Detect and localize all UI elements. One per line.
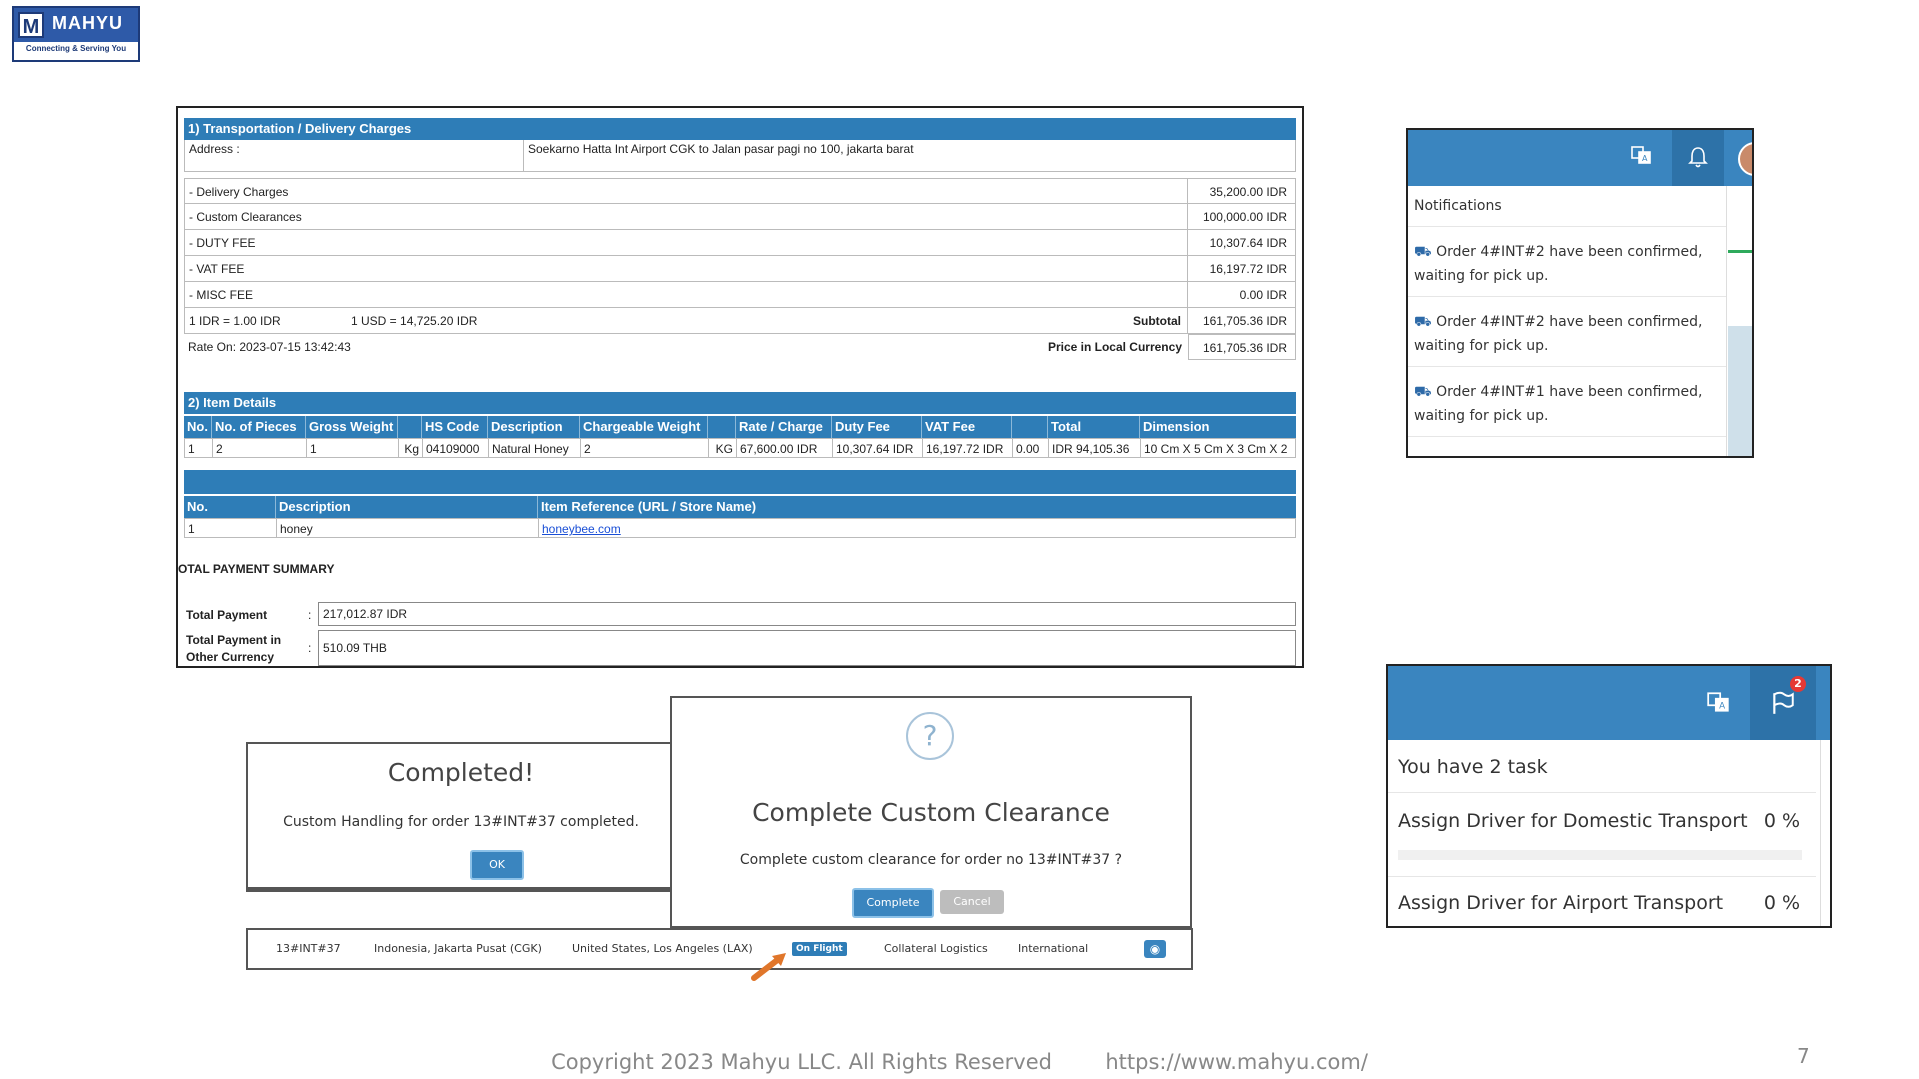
bell-button[interactable] — [1672, 130, 1724, 186]
colon: : — [308, 608, 312, 622]
notification-text: Order 4#INT#2 have been confirmed, — [1436, 314, 1703, 330]
local-price-label: Price in Local Currency — [1047, 340, 1182, 354]
confirm-dialog — [670, 696, 1192, 928]
order-number: 13#INT#37 — [276, 942, 341, 955]
divider — [1408, 366, 1726, 367]
col-header: HS Code — [422, 416, 488, 438]
dialog-message: Custom Handling for order 13#INT#37 completed. — [283, 814, 639, 830]
svg-text:A: A — [1642, 154, 1648, 163]
eye-icon[interactable]: ◉ — [1144, 940, 1166, 958]
address-value: Soekarno Hatta Int Airport CGK to Jalan pasar pagi no 100, jakarta barat — [523, 140, 1297, 171]
divider — [1408, 436, 1726, 437]
item-cell: 0.00 — [1013, 439, 1049, 457]
charge-row — [184, 204, 1296, 230]
dialog-title: Complete Custom Clearance — [752, 798, 1110, 827]
map-line — [1728, 250, 1754, 253]
item-cell: IDR 94,105.36 — [1049, 439, 1141, 457]
logo-banner — [14, 8, 138, 42]
table-row[interactable] — [246, 928, 1193, 970]
logo-mark: M — [18, 12, 44, 38]
col-header: No. of Pieces — [212, 416, 306, 438]
item-table-header — [184, 416, 1296, 438]
col-header: Description — [276, 496, 538, 518]
charge-value: 10,307.64 IDR — [1187, 230, 1295, 255]
truck-icon: ⛟ — [1414, 384, 1432, 400]
reference-table-header — [184, 496, 1296, 518]
col-header: Dimension — [1143, 419, 1210, 434]
divider — [1408, 296, 1726, 297]
task-label: Assign Driver for Domestic Transport — [1398, 810, 1748, 832]
col-header: Rate / Charge — [736, 416, 832, 438]
charge-label: - MISC FEE — [189, 288, 254, 302]
map-fragment — [1728, 326, 1754, 458]
subtotal-value: 161,705.36 IDR — [1187, 308, 1295, 333]
charge-row — [184, 230, 1296, 256]
item-cell: 2 — [581, 439, 709, 457]
charge-label: - Delivery Charges — [189, 185, 289, 199]
item-cell: 1 — [307, 439, 399, 457]
item-cell: 2 — [213, 439, 307, 457]
header-bar — [1388, 666, 1830, 740]
section-transport-title: 1) Transportation / Delivery Charges — [184, 118, 1296, 140]
ok-button[interactable]: OK — [470, 850, 524, 880]
other-currency-label — [186, 632, 281, 666]
logo-name: MAHYU — [52, 13, 123, 33]
tasks-title: You have 2 task — [1398, 756, 1548, 778]
flag-icon — [1770, 690, 1796, 716]
col-header: Chargeable Weight — [580, 416, 708, 438]
svg-text:A: A — [1719, 701, 1726, 712]
charge-label: - DUTY FEE — [189, 236, 256, 250]
item-cell: KG — [709, 439, 737, 457]
charge-label: - Custom Clearances — [189, 210, 302, 224]
notification-text: waiting for pick up. — [1414, 268, 1549, 284]
reference-spacer-bar — [184, 470, 1296, 494]
total-payment-field: 217,012.87 IDR — [318, 602, 1296, 626]
other-currency-label-line: Total Payment in — [186, 633, 282, 647]
notifications-panel — [1406, 128, 1754, 458]
flag-button[interactable] — [1750, 666, 1816, 740]
section-items-title: 2) Item Details — [184, 392, 1296, 414]
col-header: Total — [1048, 416, 1140, 438]
other-currency-label-line: Other Currency — [186, 650, 275, 664]
bell-icon — [1687, 145, 1709, 169]
truck-icon: ⛟ — [1414, 314, 1432, 330]
charge-value: 0.00 IDR — [1187, 282, 1295, 307]
charge-value: 35,200.00 IDR — [1187, 179, 1295, 203]
invoice-panel — [176, 106, 1304, 668]
subtotal-label: Subtotal — [1133, 314, 1181, 328]
task-percent: 0 % — [1763, 892, 1800, 914]
status-badge: On Flight — [792, 942, 847, 956]
address-row — [184, 140, 1296, 172]
charge-value: 16,197.72 IDR — [1187, 256, 1295, 281]
notification-text: Order 4#INT#1 have been confirmed, — [1436, 384, 1703, 400]
divider — [1388, 792, 1816, 793]
order-origin: Indonesia, Jakarta Pusat (CGK) — [374, 942, 542, 955]
list-item[interactable] — [1414, 240, 1724, 288]
translate-icon[interactable] — [1706, 690, 1730, 718]
charge-value: 100,000.00 IDR — [1187, 204, 1295, 229]
colon: : — [308, 641, 312, 655]
panel-edge — [1820, 740, 1821, 928]
charge-label: - VAT FEE — [189, 262, 245, 276]
item-cell: Kg — [399, 439, 423, 457]
item-cell: 67,600.00 IDR — [737, 439, 833, 457]
item-cell: 16,197.72 IDR — [923, 439, 1013, 457]
col-header — [708, 416, 736, 438]
col-header: Gross Weight — [306, 416, 398, 438]
panel-edge — [1726, 186, 1727, 458]
col-header: No. — [184, 416, 212, 438]
dialog-bottom-border — [248, 887, 674, 890]
item-cell: 10 Cm X 5 Cm X 3 Cm X 2 — [1144, 442, 1288, 456]
task-percent: 0 % — [1763, 810, 1800, 832]
charge-row — [184, 256, 1296, 282]
rate-usd: 1 USD = 14,725.20 IDR — [351, 314, 478, 328]
item-reference-link[interactable]: honeybee.com — [542, 522, 621, 536]
ref-cell: 1 — [185, 519, 277, 537]
item-cell: 04109000 — [423, 439, 489, 457]
col-header: Description — [488, 416, 580, 438]
avatar[interactable] — [1738, 142, 1754, 176]
rate-on: Rate On: 2023-07-15 13:42:43 — [188, 340, 351, 354]
total-payment-label: Total Payment — [186, 608, 268, 622]
notifications-title: Notifications — [1414, 198, 1502, 214]
dialog-message: Complete custom clearance for order no 13#INT#37 ? — [739, 852, 1123, 868]
col-header: VAT Fee — [922, 416, 1012, 438]
footer — [0, 1050, 1919, 1074]
order-destination: United States, Los Angeles (LAX) — [572, 942, 753, 955]
payment-summary-title: OTAL PAYMENT SUMMARY — [178, 562, 335, 576]
scroll-handle[interactable] — [1728, 174, 1732, 176]
page-number: 7 — [1797, 1044, 1810, 1068]
mahyu-logo — [12, 6, 140, 62]
pointer-arrow-icon — [750, 950, 790, 982]
notification-line — [1414, 310, 1724, 334]
tasks-panel — [1386, 664, 1832, 928]
local-price-row — [184, 334, 1296, 360]
list-item[interactable] — [1414, 380, 1724, 428]
task-count-badge: 2 — [1790, 676, 1806, 692]
rate-idr: 1 IDR = 1.00 IDR — [189, 314, 281, 328]
cancel-button[interactable]: Cancel — [940, 890, 1004, 914]
col-header: Duty Fee — [832, 416, 922, 438]
notification-text: waiting for pick up. — [1414, 408, 1549, 424]
notification-text: waiting for pick up. — [1414, 338, 1549, 354]
translate-icon[interactable] — [1630, 144, 1652, 170]
order-type: International — [1018, 942, 1089, 955]
completed-dialog — [246, 742, 676, 892]
other-currency-field: 510.09 THB — [318, 630, 1296, 666]
item-cell: Natural Honey — [489, 439, 581, 457]
charge-row — [184, 178, 1296, 204]
table-row — [184, 518, 1296, 538]
col-header: No. — [184, 496, 276, 518]
notification-line — [1414, 380, 1724, 404]
divider — [1408, 226, 1726, 227]
question-icon: ? — [906, 712, 954, 760]
local-price-value: 161,705.36 IDR — [1188, 334, 1296, 360]
truck-icon: ⛟ — [1414, 244, 1432, 260]
order-company: Collateral Logistics — [884, 942, 988, 955]
notification-text: Order 4#INT#2 have been confirmed, — [1436, 244, 1703, 260]
table-row — [184, 438, 1296, 458]
address-label: Address : — [189, 142, 240, 156]
col-header — [1012, 416, 1048, 438]
notification-line — [1414, 240, 1724, 264]
col-header — [398, 416, 422, 438]
divider — [1388, 876, 1816, 877]
header-bar — [1408, 130, 1752, 186]
footer-url[interactable]: https://www.mahyu.com/ — [1105, 1050, 1368, 1074]
item-cell: 1 — [185, 439, 213, 457]
copyright-text: Copyright 2023 Mahyu LLC. All Rights Reserved — [551, 1050, 1052, 1074]
task-label: Assign Driver for Airport Transport — [1398, 892, 1724, 914]
col-header: Item Reference (URL / Store Name) — [541, 499, 757, 514]
list-item[interactable] — [1414, 310, 1724, 358]
complete-button[interactable]: Complete — [852, 888, 934, 918]
subtotal-row — [184, 308, 1296, 334]
item-cell: 10,307.64 IDR — [833, 439, 923, 457]
progress-bar — [1398, 850, 1802, 860]
charge-row — [184, 282, 1296, 308]
ref-cell: honey — [277, 519, 539, 537]
dialog-title: Completed! — [387, 758, 535, 787]
logo-tagline: Connecting & Serving You — [25, 44, 127, 53]
